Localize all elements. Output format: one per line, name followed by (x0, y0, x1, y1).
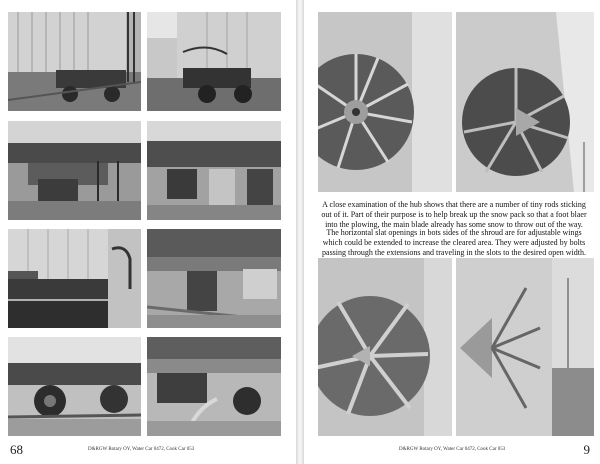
photo-wheel-set (8, 337, 141, 436)
photo-truck-underframe (147, 337, 281, 436)
right-page (304, 0, 600, 464)
footer-caption-right: D&RGW Rotary OY, Water Car 0472, Cook Car 053 (399, 447, 506, 452)
photo-rotary-wheel-hub-front (318, 12, 452, 192)
photo-car-side-brake-rigging (8, 229, 141, 328)
photo-rotary-wheel-side-angle (456, 12, 594, 192)
photo-rotary-wheel-shroud-side (456, 258, 594, 436)
left-page (0, 0, 296, 464)
body-paragraph-1: A close examination of the hub shows that there are a number of tiny rods sticking out of it. Part of their purpose is to help break up the snow pack so that a foot blaer into the plowing, the main blade already has some snow to throw out of the way. (321, 200, 587, 229)
photo-truck-journal-box (147, 121, 281, 220)
footer-caption-left: D&RGW Rotary OY, Water Car 0472, Cook Car 053 (88, 447, 195, 452)
photo-car-end-coupler (147, 12, 281, 111)
photo-bolster-closeup (147, 229, 281, 328)
photo-rotary-truck-end (8, 12, 141, 111)
page-number-right: 9 (583, 442, 590, 457)
photo-rotary-wheel-blades (318, 258, 452, 436)
body-paragraph-2: The horizontal slat openings in bots sides of the shroud are for adjustable wings which could be extended to increase the cleared area. They were adjusted by bolts passing through the extensions and traveling in the slots to the desired open width. (322, 228, 586, 257)
book-gutter (296, 0, 304, 464)
page-number-left: 68 (10, 442, 23, 457)
photo-truck-side-frame (8, 121, 141, 220)
